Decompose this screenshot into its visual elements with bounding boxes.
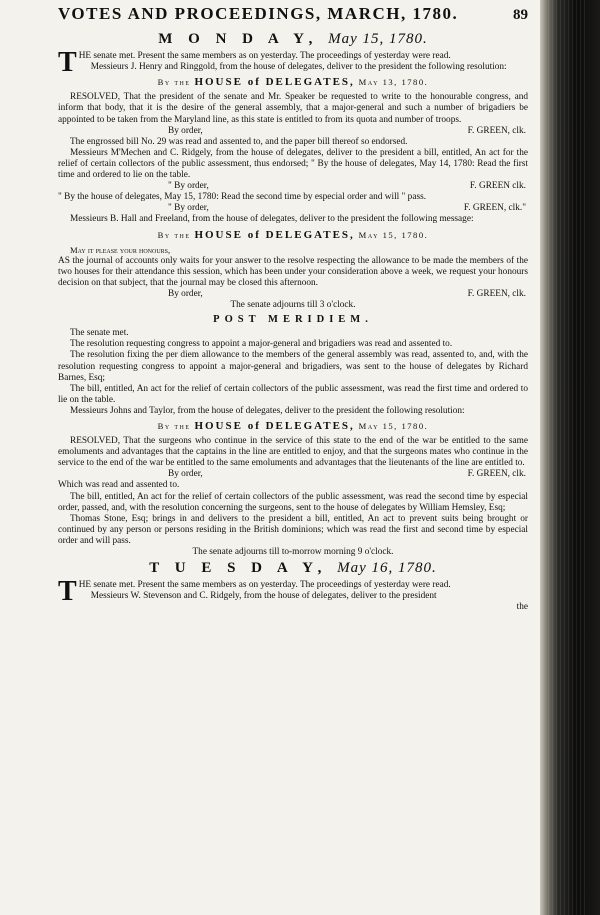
running-head [58,4,528,32]
signature: By order, F. GREEN, clk. [168,125,526,136]
drop-cap: T [58,47,77,79]
day-name: T U E S D A Y, [149,560,328,577]
paragraph: The bill, entitled, An act for the relief of certain collectors of the public assessment, was read the second time by especial order, passed, and, with the resolution concerning the surgeons, sent to the house of delegates by William Hemsley, Esq; [58,491,528,513]
paragraph: Thomas Stone, Esq; brings in and delivers to the president a bill, entitled, An act to prevent suits being brought or continued by any person or persons residing in the British dominions; which was read the first and second time by especial order and will pass. [58,513,528,546]
post-meridiem-heading: POST MERIDIEM. [213,314,373,326]
drop-cap: T [58,576,77,608]
day-name: M O N D A Y, [158,31,319,47]
message-text: AS the journal of accounts only waits for your answer to the resolve respecting the allowance to be made the members of the two houses for their attendance this session, which has been under your consideration above a week, we request your honours decision on that subject, that the journal may be closed this afternoon. [58,255,528,288]
paragraph: The resolution fixing the per diem allowance to the members of the general assembly was read, assented to, and, with the resolution requesting congress to appoint a major-general and brigadiers, was sent to the house of delegates by Richard Barnes, Esq; [58,350,528,383]
signature: " By order, F. GREEN, clk." [168,203,526,214]
paragraph: Messieurs M'Mechen and C. Ridgely, from the house of delegates, deliver to the president a bill, entitled, An act for the relief of certain collectors of the public assessment, thus endorsed; " By the house of delegates, May 14, 1780: Read the first time and ordered to lie on the table. [58,147,528,181]
catchword: the [516,602,528,613]
paragraph: The resolution requesting congress to appoint a major-general and brigadiers was read and assented to. [70,339,453,350]
running-title: VOTES AND PROCEEDINGS, MARCH, 1780. [58,4,459,23]
resolution-text: RESOLVED, That the surgeons who continue in the service of this state to the end of the war be entitled to the same emoluments and advantages that the captains in the line are entitled to enjoy, and that the surgeons mates who continue in the service to the end of the war be entitled to the same emoluments and advantages that the lieutenants of the line are entitled to. [58,436,528,469]
signature: " By order, F. GREEN clk. [168,181,526,192]
house-heading: By the HOUSE of DELEGATES, May 13, 1780. [157,76,429,89]
adjournment: The senate adjourns till to-morrow morning 9 o'clock. [192,547,394,558]
page-number: 89 [513,7,528,23]
page-edge-lines [548,0,588,915]
paragraph: Messieurs B. Hall and Freeland, from the house of delegates, deliver to the president the following message: [70,214,474,225]
paragraph: THE senate met. Present the same members as on yesterday. The proceedings of yesterday were read. [58,47,451,79]
paragraph: " By the house of delegates, May 15, 1780: Read the second time by especial order and will " pass. [58,192,427,203]
signature: By order, F. GREEN, clk. [168,288,526,299]
salutation: May it please your honours, [70,244,171,255]
paragraph: Messieurs Johns and Taylor, from the house of delegates, deliver to the president the following resolution: [70,405,465,416]
paragraph: Which was read and assented to. [58,480,180,491]
paragraph: The bill, entitled, An act for the relief of certain collectors of the public assessment, was read the first time and ordered to lie on the table. [58,383,528,405]
day-date: May 15, 1780. [328,31,428,47]
house-heading: By the HOUSE of DELEGATES, May 15, 1780. [157,228,429,241]
adjournment: The senate adjourns till 3 o'clock. [230,300,356,311]
day-date: May 16, 1780. [337,560,437,577]
paragraph: THE senate met. Present the same members as on yesterday. The proceedings of yesterday were read. [58,576,451,608]
paragraph: The senate met. [70,328,129,339]
house-heading: By the HOUSE of DELEGATES, May 15, 1780. [157,420,429,432]
day-heading-tuesday [58,560,528,577]
page-content [58,4,528,614]
paragraph: Messieurs J. Henry and Ringgold, from the house of delegates, deliver to the president the following resolution: [90,62,507,73]
resolution-text: RESOLVED, That the president of the senate and Mr. Speaker be requested to write to the honourable congress, and inform that body, that it is the desire of the general assembly, that a major-general and such a number of brigadiers be appointed to be taken from the Maryland line, as this state is entitled to from its quota and number of troops. [58,92,528,125]
signature: By order, F. GREEN, clk. [168,469,526,480]
paragraph: Messieurs W. Stevenson and C. Ridgely, from the house of delegates, deliver to the president [90,591,437,602]
day-heading-monday [58,31,528,47]
paragraph: The engrossed bill No. 29 was read and assented to, and the paper bill thereof so endorsed. [70,136,408,147]
